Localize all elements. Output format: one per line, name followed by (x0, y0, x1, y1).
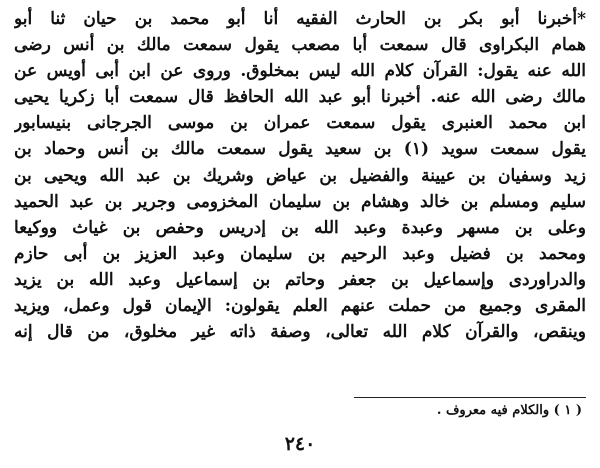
text-line: والدراوردى وإسماعيل بن جعفر وحاتم بن إسماعيل وعبد الله بن يزيد (14, 269, 586, 290)
footnote: ( ١ ) والكلام فيه معروف . (436, 403, 582, 418)
footnote-divider (354, 397, 586, 398)
text-line: يقول سمعت سويد (١) بن سعيد يقول سمعت مالك بن أنس وحماد بن (14, 139, 586, 160)
text-line: وينقص، والقرآن كلام الله تعالى، وصفة ذاته غير مخلوق، من قال إنه (14, 322, 586, 343)
text-line: سليم ومسلم بن خالد وهشام بن سليمان المخزومى وجرير بن عبد الحميد (14, 191, 586, 212)
page-number: ٢٤٠ (284, 433, 316, 455)
text-line: الله عنه يقول: القرآن كلام الله ليس بمخلوق. وروى عن ابن أبى أويس عن (14, 61, 586, 82)
text-line: مالك رضى الله عنه. أخبرنا أبو عبد الله الحافظ قال سمعت أبا زكريا يحيى (14, 87, 586, 108)
text-line: ابن محمد العنبرى يقول سمعت عمران بن موسى الجرجانى بنيسابور (14, 113, 586, 134)
body-text (14, 6, 586, 345)
text-line: زيد وسفيان بن عيينة والفضيل بن عياض وشريك بن عبد الله ويحيى بن (14, 165, 586, 186)
text-line: وعلى بن مسهر وعبدة وعبد الله بن إدريس وحفص بن غياث ووكيعا (14, 217, 586, 238)
text-line: المقرى وجميع من حملت عنهم العلم يقولون: الإيمان قول وعمل، ويزيد (14, 296, 586, 317)
text-line: *أخبرنا أبو بكر بن الحارث الفقيه أنا أبو محمد بن حيان ثنا أبو (14, 9, 586, 29)
text-line: همام البكراوى قال سمعت أبا مصعب يقول سمعت مالك بن أنس رضى (14, 35, 586, 56)
text-line: ومحمد بن فضيل وعبد الرحيم بن سليمان وعبد العزيز بن أبى حازم (14, 243, 586, 264)
